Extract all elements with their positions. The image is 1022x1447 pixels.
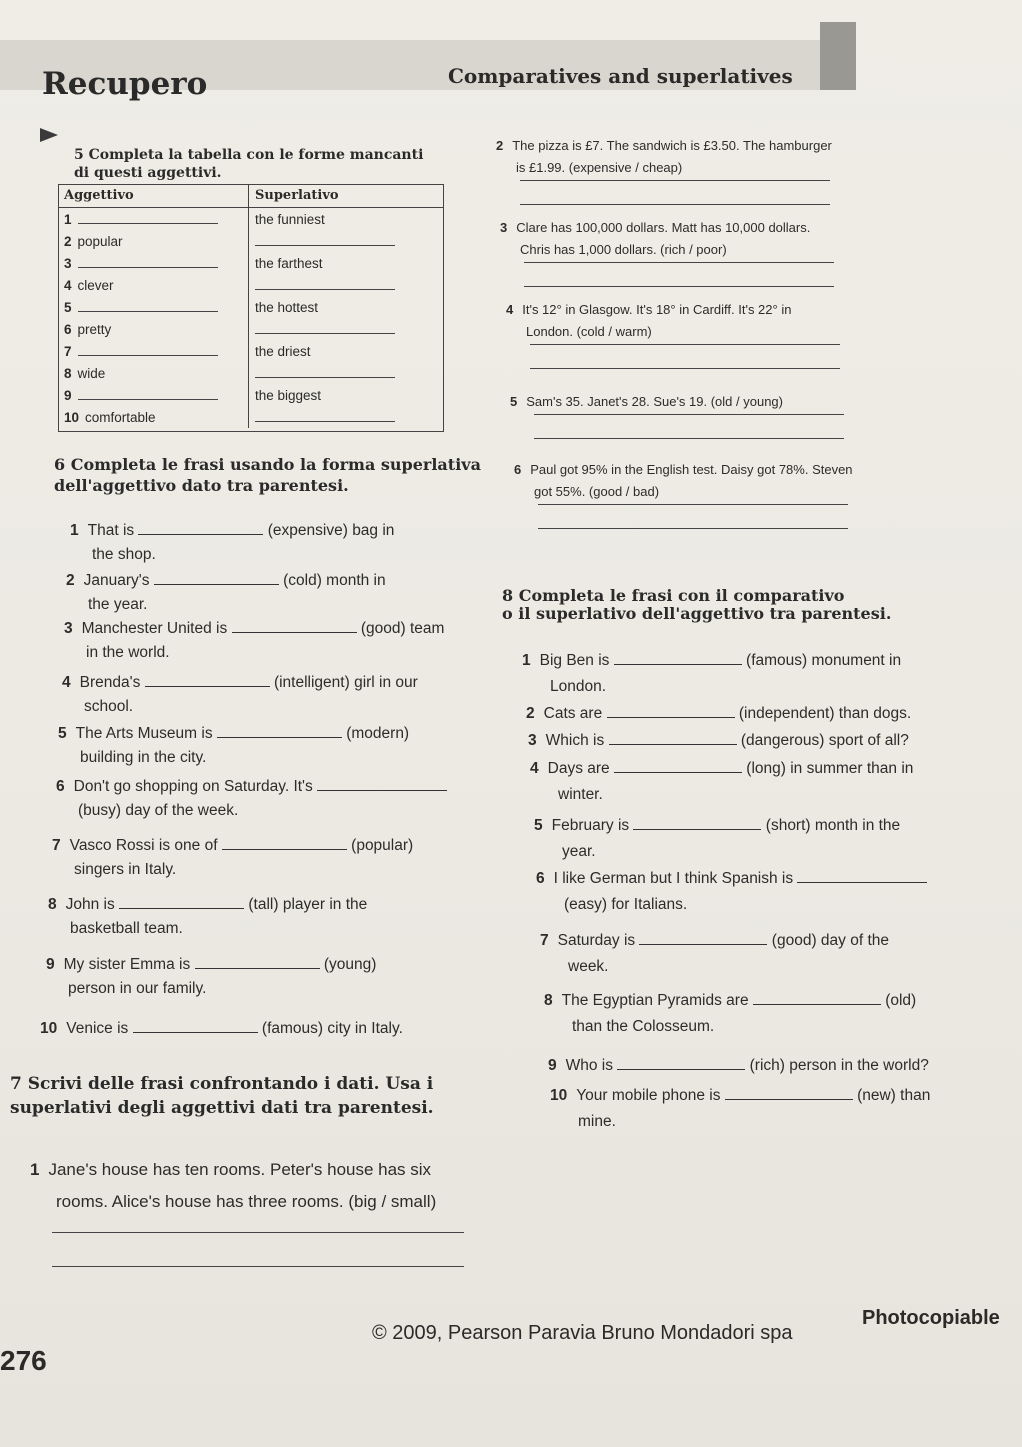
item-text: Jane's house has ten rooms. Peter's house has six — [48, 1160, 432, 1179]
item-continuation: rooms. Alice's house has three rooms. (big / small) — [56, 1192, 437, 1211]
item-number: 8 — [48, 896, 57, 913]
item-continuation: the year. — [88, 596, 148, 613]
answer-line[interactable] — [52, 1266, 464, 1267]
item-text: Brenda's — [79, 674, 141, 691]
ex8-heading-2: o il superlativo dell'aggettivo tra parentesi. — [502, 604, 892, 623]
answer-blank[interactable] — [255, 277, 395, 290]
ex6-item — [40, 1018, 403, 1039]
answer-blank[interactable] — [614, 650, 742, 665]
answer-blank[interactable] — [255, 409, 395, 422]
item-hint: (independent) than dogs. — [738, 705, 912, 722]
item-number: 4 — [506, 302, 514, 317]
item-hint: (new) than — [857, 1087, 931, 1104]
item-number: 7 — [540, 932, 549, 949]
row-number: 2 — [64, 233, 72, 249]
superlative-cell — [249, 252, 445, 274]
item-text: It's 12° in Glasgow. It's 18° in Cardiff. It's 22° in — [522, 302, 792, 317]
answer-blank[interactable] — [725, 1085, 853, 1100]
col-adjective: Aggettivo — [58, 184, 249, 208]
page-number: 276 — [0, 1345, 47, 1376]
item-number: 6 — [56, 778, 65, 795]
item-text: Big Ben is — [539, 652, 610, 669]
answer-blank[interactable] — [614, 758, 742, 773]
superlative-cell — [249, 406, 445, 428]
item-number: 6 — [514, 462, 522, 477]
adjective-cell — [58, 208, 249, 231]
item-text: Days are — [547, 760, 610, 777]
adjective-cell — [58, 318, 249, 340]
item-number: 10 — [40, 1020, 58, 1037]
ex8-item — [550, 1085, 930, 1106]
answer-line[interactable] — [524, 262, 834, 263]
adjective-text: comfortable — [85, 409, 156, 425]
item-continuation: year. — [562, 843, 596, 860]
arrow-icon — [40, 128, 58, 142]
item-number: 2 — [526, 705, 535, 722]
item-continuation: school. — [84, 698, 134, 715]
item-number: 6 — [536, 870, 545, 887]
item-number: 1 — [522, 652, 531, 669]
answer-blank[interactable] — [255, 321, 395, 334]
item-number: 3 — [528, 732, 537, 749]
adjective-text: wide — [77, 365, 106, 381]
item-continuation: building in the city. — [80, 749, 207, 766]
item-continuation: week. — [568, 958, 609, 975]
item-number: 3 — [64, 620, 73, 637]
page-subtitle: Comparatives and superlatives — [448, 64, 793, 88]
item-continuation: than the Colosseum. — [572, 1018, 715, 1035]
item-number: 4 — [530, 760, 539, 777]
adjective-cell — [58, 340, 249, 362]
item-hint: (short) month in the — [765, 817, 901, 834]
answer-blank[interactable] — [138, 520, 263, 535]
row-number: 7 — [64, 344, 72, 359]
ex8-item — [548, 1055, 929, 1076]
item-text: My sister Emma is — [63, 956, 191, 973]
row-number: 3 — [64, 256, 72, 271]
item-text: Your mobile phone is — [576, 1087, 721, 1104]
answer-blank[interactable] — [607, 703, 735, 718]
answer-blank[interactable] — [78, 299, 218, 312]
item-number: 9 — [548, 1057, 557, 1074]
item-continuation: Chris has 1,000 dollars. (rich / poor) — [520, 242, 727, 257]
answer-line[interactable] — [520, 180, 830, 181]
item-continuation: person in our family. — [68, 980, 207, 997]
adjective-cell — [58, 252, 249, 274]
answer-line[interactable] — [538, 504, 848, 505]
table-row — [58, 296, 444, 318]
item-number: 7 — [52, 837, 61, 854]
item-text: The Egyptian Pyramids are — [561, 992, 749, 1009]
item-text: February is — [551, 817, 630, 834]
ex8-item — [528, 730, 909, 751]
answer-blank[interactable] — [317, 776, 447, 791]
answer-line[interactable] — [52, 1232, 464, 1233]
answer-blank[interactable] — [78, 255, 218, 268]
row-number: 1 — [64, 212, 72, 227]
item-text: Don't go shopping on Saturday. It's — [73, 778, 313, 795]
item-number: 2 — [66, 572, 75, 589]
answer-line[interactable] — [534, 438, 844, 439]
superlative-cell — [249, 296, 445, 318]
ex8-heading: 8 Completa le frasi con il comparativo — [502, 586, 845, 605]
item-text: John is — [65, 896, 115, 913]
item-continuation: London. — [550, 678, 607, 695]
table-row — [58, 340, 444, 362]
ex6-item — [58, 723, 409, 744]
ex8-item — [522, 650, 901, 671]
item-text: That is — [87, 522, 135, 539]
ex6-item — [46, 954, 376, 975]
photocopiable-label: Photocopiable — [862, 1307, 1000, 1329]
ex8-item — [536, 868, 927, 889]
ex8-item — [544, 990, 916, 1011]
item-text: Which is — [545, 732, 605, 749]
superlative-text: the funniest — [255, 211, 325, 227]
ex8-item — [540, 930, 889, 951]
ex6-heading-2: dell'aggettivo dato tra parentesi. — [54, 476, 349, 495]
item-number: 4 — [62, 674, 71, 691]
table-row — [58, 406, 444, 428]
ex6-item — [52, 835, 413, 856]
item-text: Manchester United is — [81, 620, 228, 637]
item-hint: (intelligent) girl in our — [273, 674, 418, 691]
item-text: Venice is — [66, 1020, 129, 1037]
answer-blank[interactable] — [78, 343, 218, 356]
adjective-text: clever — [77, 277, 114, 293]
superlative-cell — [249, 362, 445, 384]
adjective-cell — [58, 384, 249, 406]
item-hint: (tall) player in the — [248, 896, 368, 913]
col-superlative: Superlativo — [249, 184, 445, 208]
answer-blank[interactable] — [217, 723, 342, 738]
item-hint: (modern) — [346, 725, 410, 742]
adjective-text: popular — [77, 233, 123, 249]
item-continuation: basketball team. — [70, 920, 183, 937]
item-text: The Arts Museum is — [75, 725, 213, 742]
adjective-cell — [58, 362, 249, 384]
superlative-text: the hottest — [255, 299, 319, 315]
item-text: Paul got 95% in the English test. Daisy got 78%. Steven — [530, 462, 853, 477]
ex7-item — [514, 460, 853, 480]
item-hint: (famous) monument in — [746, 652, 902, 669]
table-row — [58, 318, 444, 340]
item-hint: (good) day of the — [771, 932, 889, 949]
answer-line[interactable] — [520, 204, 830, 205]
ex7-item — [500, 218, 810, 238]
answer-blank[interactable] — [609, 730, 737, 745]
item-continuation: singers in Italy. — [74, 861, 177, 878]
row-number: 5 — [64, 300, 72, 315]
answer-blank[interactable] — [195, 954, 320, 969]
ex7-item — [30, 1160, 431, 1180]
answer-blank[interactable] — [617, 1055, 745, 1070]
item-text: Who is — [565, 1057, 613, 1074]
table-row — [58, 230, 444, 252]
item-hint: (popular) — [351, 837, 414, 854]
ex6-item — [48, 894, 367, 915]
item-hint: (long) in summer than in — [746, 760, 914, 777]
item-continuation: in the world. — [86, 644, 170, 661]
answer-blank[interactable] — [753, 990, 881, 1005]
item-number: 5 — [534, 817, 543, 834]
item-number: 9 — [46, 956, 55, 973]
item-hint: (rich) person in the world? — [749, 1057, 929, 1074]
item-continuation: London. (cold / warm) — [526, 324, 652, 339]
row-number: 10 — [64, 409, 80, 425]
item-continuation: (easy) for Italians. — [564, 896, 688, 913]
adjective-cell — [58, 274, 249, 296]
item-text: January's — [83, 572, 150, 589]
page-title: Recupero — [42, 66, 208, 102]
item-hint: (old) — [885, 992, 917, 1009]
item-text: Cats are — [543, 705, 603, 722]
answer-line[interactable] — [530, 344, 840, 345]
ex8-item — [534, 815, 900, 836]
item-continuation: mine. — [578, 1113, 616, 1130]
item-hint: (cold) month in — [283, 572, 386, 589]
item-continuation: (busy) day of the week. — [78, 802, 239, 819]
row-number: 8 — [64, 365, 72, 381]
item-continuation: is £1.99. (expensive / cheap) — [516, 160, 683, 175]
table-row — [58, 252, 444, 274]
answer-blank[interactable] — [119, 894, 244, 909]
item-number: 1 — [30, 1160, 40, 1179]
answer-blank[interactable] — [222, 835, 347, 850]
table-row — [58, 362, 444, 384]
answer-blank[interactable] — [78, 211, 218, 224]
ex6-item — [62, 672, 418, 693]
copyright: © 2009, Pearson Paravia Bruno Mondadori spa — [372, 1322, 793, 1344]
item-hint: (dangerous) sport of all? — [740, 732, 909, 749]
row-number: 9 — [64, 388, 72, 403]
ex6-item — [56, 776, 447, 797]
item-hint: (good) team — [360, 620, 445, 637]
ex6-item — [64, 618, 444, 639]
ex7-heading-2: superlativi degli aggettivi dati tra parentesi. — [10, 1098, 434, 1118]
answer-blank[interactable] — [639, 930, 767, 945]
ex7-item — [510, 392, 783, 412]
adjective-cell — [58, 230, 249, 252]
item-number: 3 — [500, 220, 508, 235]
item-text: Vasco Rossi is one of — [69, 837, 218, 854]
answer-blank[interactable] — [78, 387, 218, 400]
ex5-table — [58, 184, 444, 428]
item-continuation: got 55%. (good / bad) — [534, 484, 660, 499]
superlative-text: the biggest — [255, 387, 322, 403]
ex6-item — [66, 570, 386, 591]
ex5-heading-2: di questi aggettivi. — [74, 165, 222, 181]
answer-blank[interactable] — [154, 570, 279, 585]
item-text: Clare has 100,000 dollars. Matt has 10,000 dollars. — [516, 220, 811, 235]
superlative-cell — [249, 340, 445, 362]
answer-blank[interactable] — [797, 868, 927, 883]
answer-blank[interactable] — [232, 618, 357, 633]
answer-blank[interactable] — [255, 233, 395, 246]
ex7-heading: 7 Scrivi delle frasi confrontando i dati. Usa i — [10, 1074, 434, 1094]
answer-blank[interactable] — [145, 672, 270, 687]
item-text: I like German but I think Spanish is — [553, 870, 794, 887]
table-row — [58, 384, 444, 406]
item-number: 2 — [496, 138, 504, 153]
ex5-heading: 5 Completa la tabella con le forme mancanti — [74, 147, 424, 163]
answer-line[interactable] — [534, 414, 844, 415]
item-number: 5 — [58, 725, 67, 742]
answer-blank[interactable] — [633, 815, 761, 830]
superlative-text: the farthest — [255, 255, 323, 271]
ex7-item — [496, 136, 832, 156]
ex7-item — [506, 300, 791, 320]
superlative-cell — [249, 274, 445, 296]
item-hint: (young) — [323, 956, 377, 973]
row-number: 4 — [64, 277, 72, 293]
superlative-cell — [249, 230, 445, 252]
item-number: 8 — [544, 992, 553, 1009]
item-number: 1 — [70, 522, 79, 539]
table-row — [58, 208, 444, 231]
ex8-item — [530, 758, 913, 779]
item-hint: (famous) city in Italy. — [261, 1020, 403, 1037]
item-hint: (expensive) bag in — [267, 522, 395, 539]
adjective-cell — [58, 406, 249, 428]
answer-blank[interactable] — [255, 365, 395, 378]
superlative-cell — [249, 208, 445, 231]
item-text: The pizza is £7. The sandwich is £3.50. The hamburger — [512, 138, 832, 153]
answer-line[interactable] — [524, 286, 834, 287]
answer-line[interactable] — [530, 368, 840, 369]
item-continuation: the shop. — [92, 546, 156, 563]
superlative-text: the driest — [255, 343, 311, 359]
adjective-cell — [58, 296, 249, 318]
table-row — [58, 274, 444, 296]
ex6-item — [70, 520, 394, 541]
superlative-cell — [249, 384, 445, 406]
adjective-text: pretty — [77, 321, 112, 337]
item-text: Sam's 35. Janet's 28. Sue's 19. (old / young) — [526, 394, 783, 409]
item-continuation: winter. — [558, 786, 603, 803]
item-number: 5 — [510, 394, 518, 409]
ex6-heading: 6 Completa le frasi usando la forma superlativa — [54, 455, 481, 474]
ex8-item — [526, 703, 911, 724]
row-number: 6 — [64, 321, 72, 337]
item-number: 10 — [550, 1087, 568, 1104]
answer-blank[interactable] — [133, 1018, 258, 1033]
answer-line[interactable] — [538, 528, 848, 529]
item-text: Saturday is — [557, 932, 636, 949]
header-tab — [820, 22, 856, 90]
superlative-cell — [249, 318, 445, 340]
